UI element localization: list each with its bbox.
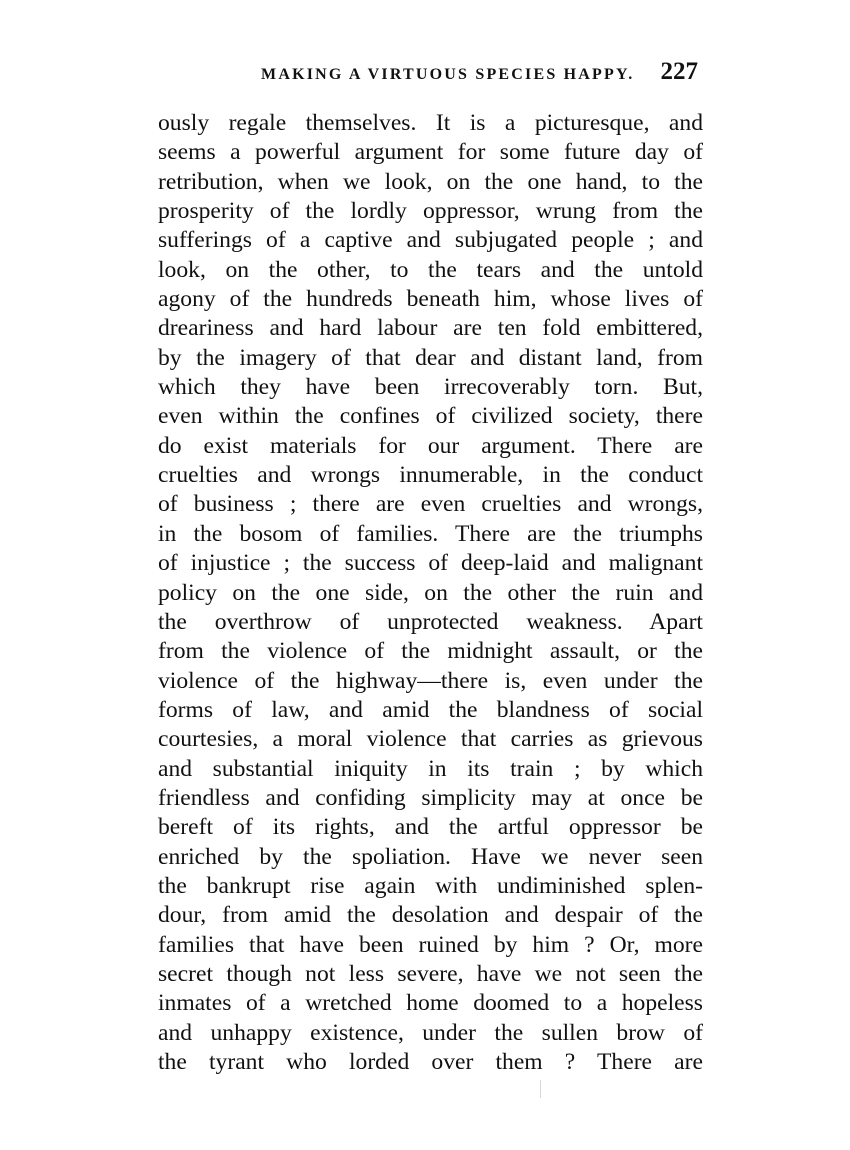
text-line: the bankrupt rise again with undiminished splen- — [158, 872, 703, 899]
text-line: sufferings of a captive and subjugated people ; and — [158, 227, 703, 254]
text-line: families that have been ruined by him ? Or, more — [158, 931, 703, 958]
text-line: agony of the hundreds beneath him, whose lives of — [158, 286, 703, 313]
text-line: of injustice ; the success of deep-laid and malignant — [158, 550, 703, 577]
text-line: in the bosom of families. There are the triumphs — [158, 520, 703, 547]
text-line: cruelties and wrongs innumerable, in the conduct — [158, 462, 703, 489]
text-line: even within the confines of civilized society, there — [158, 403, 703, 430]
text-line: look, on the other, to the tears and the untold — [158, 256, 703, 283]
text-line: policy on the one side, on the other the ruin and — [158, 579, 703, 606]
text-line: courtesies, a moral violence that carries as grievous — [158, 726, 703, 753]
text-line: of business ; there are even cruelties and wrongs, — [158, 491, 703, 518]
text-line: ously regale themselves. It is a picturesque, and — [158, 110, 703, 136]
text-line: prosperity of the lordly oppressor, wrung from the — [158, 198, 703, 225]
text-line: and unhappy existence, under the sullen brow of — [158, 1019, 703, 1046]
text-line: dour, from amid the desolation and despair of the — [158, 902, 703, 929]
page-number: 227 — [660, 58, 698, 85]
text-line: retribution, when we look, on the one hand, to the — [158, 168, 703, 195]
text-line: bereft of its rights, and the artful oppressor be — [158, 814, 703, 841]
scan-mark — [540, 1080, 541, 1098]
text-line: and substantial iniquity in its train ; by which — [158, 755, 703, 782]
text-line: friendless and confiding simplicity may at once be — [158, 784, 703, 811]
text-line: seems a powerful argument for some future day of — [158, 139, 703, 166]
body-text — [158, 109, 703, 1077]
text-line: from the violence of the midnight assault, or the — [158, 638, 703, 665]
text-line: violence of the highway—there is, even under the — [158, 667, 703, 694]
text-line: secret though not less severe, have we not seen the — [158, 960, 703, 987]
text-line: inmates of a wretched home doomed to a hopeless — [158, 990, 703, 1017]
text-line: do exist materials for our argument. There are — [158, 432, 703, 459]
text-line: the overthrow of unprotected weakness. Apart — [158, 608, 703, 635]
text-line: enriched by the spoliation. Have we never seen — [158, 843, 703, 870]
page-header — [158, 58, 698, 92]
text-line: by the imagery of that dear and distant land, from — [158, 344, 703, 371]
running-head: MAKING A VIRTUOUS SPECIES HAPPY. — [261, 66, 635, 83]
text-line: dreariness and hard labour are ten fold embittered, — [158, 315, 703, 342]
text-line: the tyrant who lorded over them ? There are — [158, 1049, 703, 1075]
text-line: which they have been irrecoverably torn. But, — [158, 374, 703, 401]
text-line: forms of law, and amid the blandness of social — [158, 696, 703, 723]
